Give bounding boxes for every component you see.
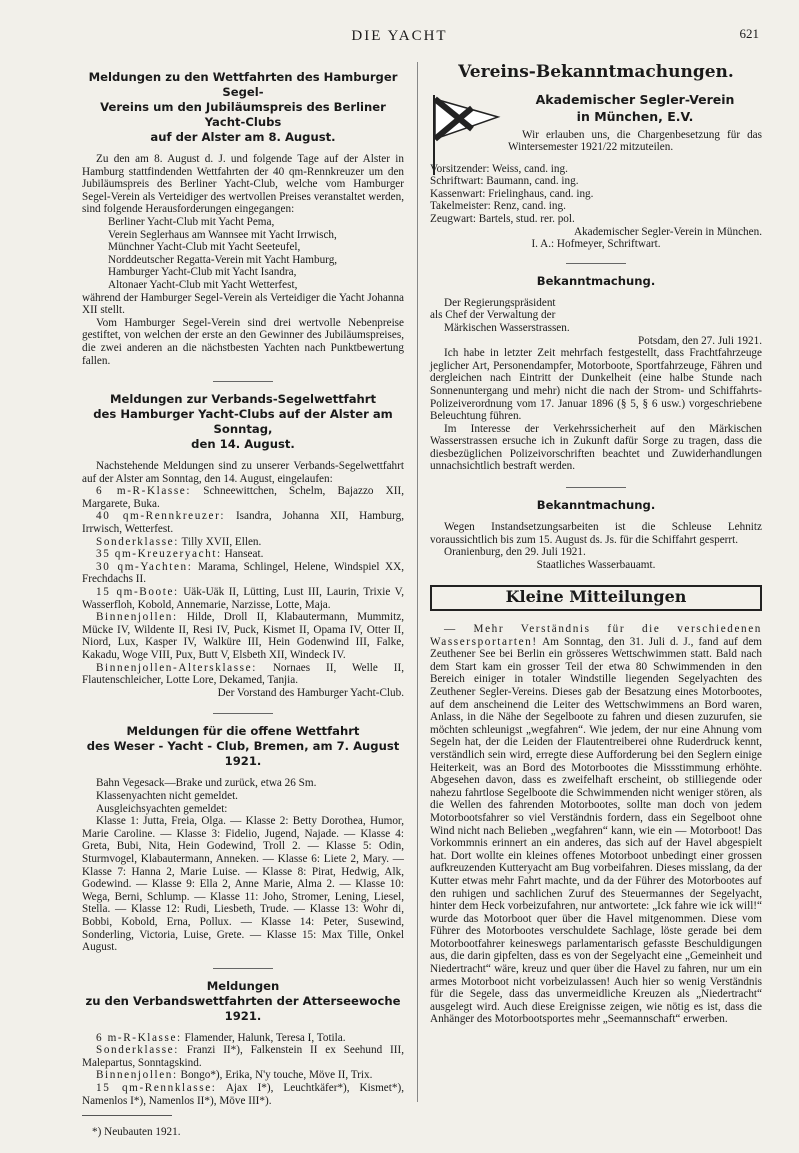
class-entry: Binnenjollen: Hilde, Droll II, Klabautermann, Mummitz, Mücke IV, Wildente II, Resi IV, Puck, Kismet II, Opama IV, Otter II, Niord, Lux, Kasper IV, Walküre III, Hein Godenwind III, Falke, Kakadu, Woge VIII, Pux, Butt V, Elsbeth XII, Windeck IV. [82, 611, 404, 661]
course-line: Ausgleichsyachten gemeldet: [96, 802, 228, 815]
class-entry: 35 qm-Kreuzeryacht: Hanseat. [96, 548, 264, 561]
authority-line: Der Regierungspräsident [444, 296, 556, 309]
course-line: Bahn Vegesack—Brake und zurück, etwa 26 Sm. [96, 777, 317, 790]
officer-line: Takelmeister: Renz, cand. ing. [430, 200, 566, 213]
authority-line: als Chef der Verwaltung der [430, 309, 556, 322]
club-signature: Akademischer Segler-Verein in München. [573, 225, 762, 238]
left-column [82, 66, 404, 1153]
section-hamburg-segel-verein [82, 70, 404, 367]
class-entry: 15 qm-Rennklasse: Ajax I*), Leuchtkäfer*), Kismet*), Namenlos I*), Namenlos II*), Möve III*). [82, 1082, 404, 1107]
kleine-mitteilungen-title: Kleine Mitteilungen [430, 585, 762, 611]
class-entry: Binnenjollen: Bongo*), Erika, N'y touche, Möve II, Trix. [96, 1069, 373, 1082]
prizes-paragraph: Vom Hamburger Segel-Verein sind drei wertvolle Nebenpreise gestiftet, von welchen der erste an den Gewinner des Jubiläumspreises, die zwei anderen an die nächstbesten Yachten nach Punktbewertung fallen. [82, 316, 404, 367]
section-title: Meldungen zu den Verbandswettfahrten der Atterseewoche 1921. [85, 978, 401, 1023]
club-intro: Wir erlauben uns, die Chargenbesetzung für das Wintersemester 1921/22 mitzuteilen. [508, 128, 762, 154]
footnote-rule [82, 1115, 172, 1116]
section-title: Meldungen zur Verbands-Segelwettfahrt des Hamburger Yacht-Clubs auf der Alster am Sonntag, den 14. August. [93, 392, 393, 452]
place-date: Potsdam, den 27. Juli 1921. [638, 334, 762, 347]
entry-line: Berliner Yacht-Club mit Yacht Pema, [108, 215, 275, 228]
class-entry: Binnenjollen-Altersklasse: Nornaes II, Welle II, Flautenschleicher, Lotte Lore, Dekamed, Tanjia. [82, 661, 404, 687]
footnote: *) Neubauten 1921. [92, 1126, 181, 1139]
page-number: 621 [739, 26, 759, 41]
officer-line: Kassenwart: Frielinghaus, cand. ing. [430, 187, 594, 200]
divider [566, 487, 626, 488]
right-column [430, 62, 762, 1026]
entry-line: Münchner Yacht-Club mit Yacht Seeteufel, [108, 241, 301, 254]
club-name: Akademischer Segler-Verein in München, E.V. [535, 91, 735, 124]
section-atterseewoche [82, 979, 404, 1139]
signature: Staatliches Wasserbauamt. [536, 558, 656, 571]
notice-potsdam [430, 274, 762, 473]
class-entry: 15 qm-Boote: Uäk-Uäk II, Lütting, Lust III, Laurin, Trixie V, Wasserfloh, Kobold, Annemarie, Narzisse, Lotte, Maja. [82, 586, 405, 611]
club-flag-icon [430, 93, 502, 175]
notice-paragraph: Ich habe in letzter Zeit mehrfach festgestellt, dass Frachtfahrzeuge jeglicher Art, Personendampfer, Motorboote, Sportfahrzeuge, Fähren und dergleichen nach Eintritt der Dunkelheit (eine halbe Stunde nach Sonnenuntergang und mehr) nicht die nach der Strom- und Schiffahrts-Polizeiverordnung vom 17. Januar 1896 (§ 5, § 6 usw.) vorgeschriebene Beleuchtung führen. [430, 347, 762, 423]
notice-oranienburg [430, 498, 762, 571]
notice-paragraph: Wegen Instandsetzungsarbeiten ist die Schleuse Lehnitz voraussichtlich bis zum 15. August ds. Js. für die Schiffahrt gesperrt. [430, 521, 762, 546]
officer-line: Zeugwart: Bartels, stud. rer. pol. [430, 212, 575, 225]
section-title: Meldungen für die offene Wettfahrt des Weser - Yacht - Club, Bremen, am 7. August 1921. [86, 724, 400, 769]
class-entry: 6 m-R-Klasse: Flamender, Halunk, Teresa I, Totila. [96, 1031, 346, 1044]
divider [213, 713, 273, 714]
entries-paragraph: Klasse 1: Jutta, Freia, Olga. — Klasse 2: Betty Dorothea, Humor, Marie Caroline. — Klasse 3: Fidelio, Jugend, Najade. — Klasse 4: Greta, Bubi, Nita, Hein Godewind, Troll 2. — Klasse 5: Odin, Sturmvogel, Klabautermann, Anneken. — Klasse 6: Liete 2, Mary. — Klasse 7: Hanna 2, Marie Luise. — Klasse 8: Pirat, Hedwig, Alk, Godewind. — Klasse 9: Ella 2, Anne Marie, Alma 2. — Klasse 10: Wega, Berni, Schlump. — Klasse 11: Joho, Stromer, Lening, Liesel, Stella. — Klasse 12: Rudi, Liesbeth, Trude. — Klasse 13: Wohr di, Bobbi, Kobold, Erna, Pollux. — Klasse 14: Peter, Susewind, Sonderling, Victoria, Luise, Grete. — Klasse 15: Max Tille, Onkel August. [82, 815, 404, 954]
entry-line: Hamburger Yacht-Club mit Yacht Isandra, [108, 266, 297, 279]
class-entry: 6 m-R-Klasse: Schneewittchen, Schelm, Bajazzo XII, Margarete, Buka. [82, 485, 404, 510]
kleine-body: Am Sonntag, den 31. Juli d. J., fand auf dem Zeuthener See bei Berlin ein grösseres Wettschwimmen statt. Bald nach dem Start kam ein grosser Teil der etwa 80 Schwimmenden in den Bereich einiger in totaler Windstille liegenden Segelyachten des Zeuthener Segler-Vereins. Dieses gab der Besatzung eines Motorbootes, auf dem anscheinend die Leiter des Wettschwimmens an Bord waren, Anlass, in die Nähe der Segelboote zu fahren und diesen zuzurufen, sie möchten schleunigst „wegfahren“. Wie jedem, der nur eine Ahnung vom Segeln hat, der die Leiden der Flautentreiberei ohne Ruderdruck kennt, verständlich sein wird, erregte diese Aufforderung bei den Seglern einige Heiterkeit, was an Bord des Motorbootes die Missstimmung erhöhte. Abgesehen davon, dass es zweifelhaft erscheint, ob stilliegende oder nahezu fahrtlose Segelboote die Schwimmenden nicht weniger stören, als die Wellen des fahrenden Motorbootes, sollte man doch von jedem Motorbootsfahrer so viel Verständnis fordern, dass ein Segelboot ohne Wind nicht nach Belieben „wegfahren“ kann, wie ein — Motorboot! Das Vorkommnis erinnert an ein anderes, das sich auf der Havel abgespielt hat. Dort wollte ein kleines offenes Motorboot unbedingt einer grossen aufkreuzenden Kutteryacht am Bug vorbeifahren. Dieses misslang, da der Kutter etwas mehr Fahrt machte, und da der Führer des Motorbootes auf den ruhigen und sachlichen Zuruf des Steuermannes der Segelyacht, hinter dem Heck vorbeizufahren, nur antwortete: „Ick fahre wie ick will!“ wurde das Motorboot quer über die Havel mitgenommen. Diese vom Führer des Motorbootes verschuldete Sachlage, löste gerade bei dem Motorbootfahrer keineswegs parlamentarisch gefasste Beschuldigungen aus, die darin gipfelten, dass es von der Segelyacht eine „Gemeinheit und Niedertracht“ wäre, kreuz und quer über die Havel zu fahren, nur um ein armes Motorboot nicht vorbeizulassen! Auch hier so wenig Verständnis für die Segele, dass das unvermeidliche Kreuzen als „Niedertracht“ ausgelegt wird. Auch diese Ereignisse zeigen, wie nötig es ist, dass die Anhänger des Motorbootsportes mehr „Seemannschaft“ erwerben. [430, 635, 762, 1026]
authority-line: Märkischen Wasserstrassen. [444, 321, 570, 334]
divider [566, 263, 626, 264]
class-entry: Sonderklasse: Franzi II*), Falkenstein II ex Seehund III, Malepartus, Sonntagskind. [82, 1044, 404, 1069]
club-signer: I. A.: Hofmeyer, Schriftwart. [531, 238, 661, 251]
divider [213, 381, 273, 382]
intro-paragraph: Nachstehende Meldungen sind zu unserer Verbands-Segelwettfahrt auf der Alster am Sonntag, den 14. August, eingelaufen: [82, 460, 404, 485]
kleine-paragraph [430, 623, 762, 1026]
notice-title: Bekanntmachung. [536, 498, 656, 513]
section-title: Meldungen zu den Wettfahrten des Hamburger Segel- Vereins um den Jubiläumspreis des Berliner Yacht-Clubs auf der Alster am 8. August. [88, 70, 398, 144]
place-date: Oranienburg, den 29. Juli 1921. [444, 546, 586, 559]
notice-paragraph: Im Interesse der Verkehrssicherheit auf den Märkischen Wasserstrassen ersuche ich in Zukunft dafür Sorge zu tragen, dass die diesbezüglichen Polizeivorschriften beachtet und Zuwiderhandlungen unnachsichtlich bestraft werden. [430, 422, 762, 473]
divider [213, 968, 273, 969]
notice-title: Bekanntmachung. [536, 273, 656, 288]
column-divider [417, 62, 418, 1102]
class-entry: 40 qm-Rennkreuzer: Isandra, Johanna XII, Hamburg, Irrwisch, Wetterfest. [82, 510, 404, 536]
officer-list [430, 163, 762, 251]
signature: Der Vorstand des Hamburger Yacht-Club. [217, 686, 404, 699]
intro-paragraph: Zu den am 8. August d. J. und folgende Tage auf der Alster in Hamburg stattfindenden Wettfahrten der 40 qm-Rennkreuzer um den Jubiläumspreis des Berliner Yacht-Club, welche vom Hamburger Segel-Verein als Verteidiger des wertvollen Preises veranstaltet werden, sind folgende Herausforderungen eingegangen: [82, 153, 404, 216]
class-entry: 30 qm-Yachten: Marama, Schlingel, Helene, Windspiel XX, Frechdachs II. [82, 560, 405, 586]
entry-line: Verein Seglerhaus am Wannsee mit Yacht Irrwisch, [108, 228, 337, 241]
kleine-lead: — Mehr Verständnis für die verschiedenen Wassersportarten! [430, 623, 762, 648]
running-title: DIE YACHT [351, 28, 448, 44]
officer-line: Vorsitzender: Weiss, cand. ing. [430, 162, 568, 175]
section-weser-yacht-club [82, 724, 404, 953]
course-line: Klassenyachten nicht gemeldet. [96, 789, 238, 802]
club-notice [430, 91, 762, 161]
officer-line: Schriftwart: Baumann, cand. ing. [430, 175, 579, 188]
class-entry: Sonderklasse: Tilly XVII, Ellen. [96, 535, 262, 548]
entry-line: Altonaer Yacht-Club mit Yacht Wetterfest, [108, 278, 298, 291]
defender-paragraph: während der Hamburger Segel-Verein als Verteidiger die Yacht Johanna XII stellt. [82, 291, 404, 317]
section-verbands-segelwettfahrt [82, 392, 404, 699]
vereins-title: Vereins-Bekanntmachungen. [458, 62, 734, 82]
entry-line: Norddeutscher Regatta-Verein mit Yacht Hamburg, [108, 253, 338, 266]
